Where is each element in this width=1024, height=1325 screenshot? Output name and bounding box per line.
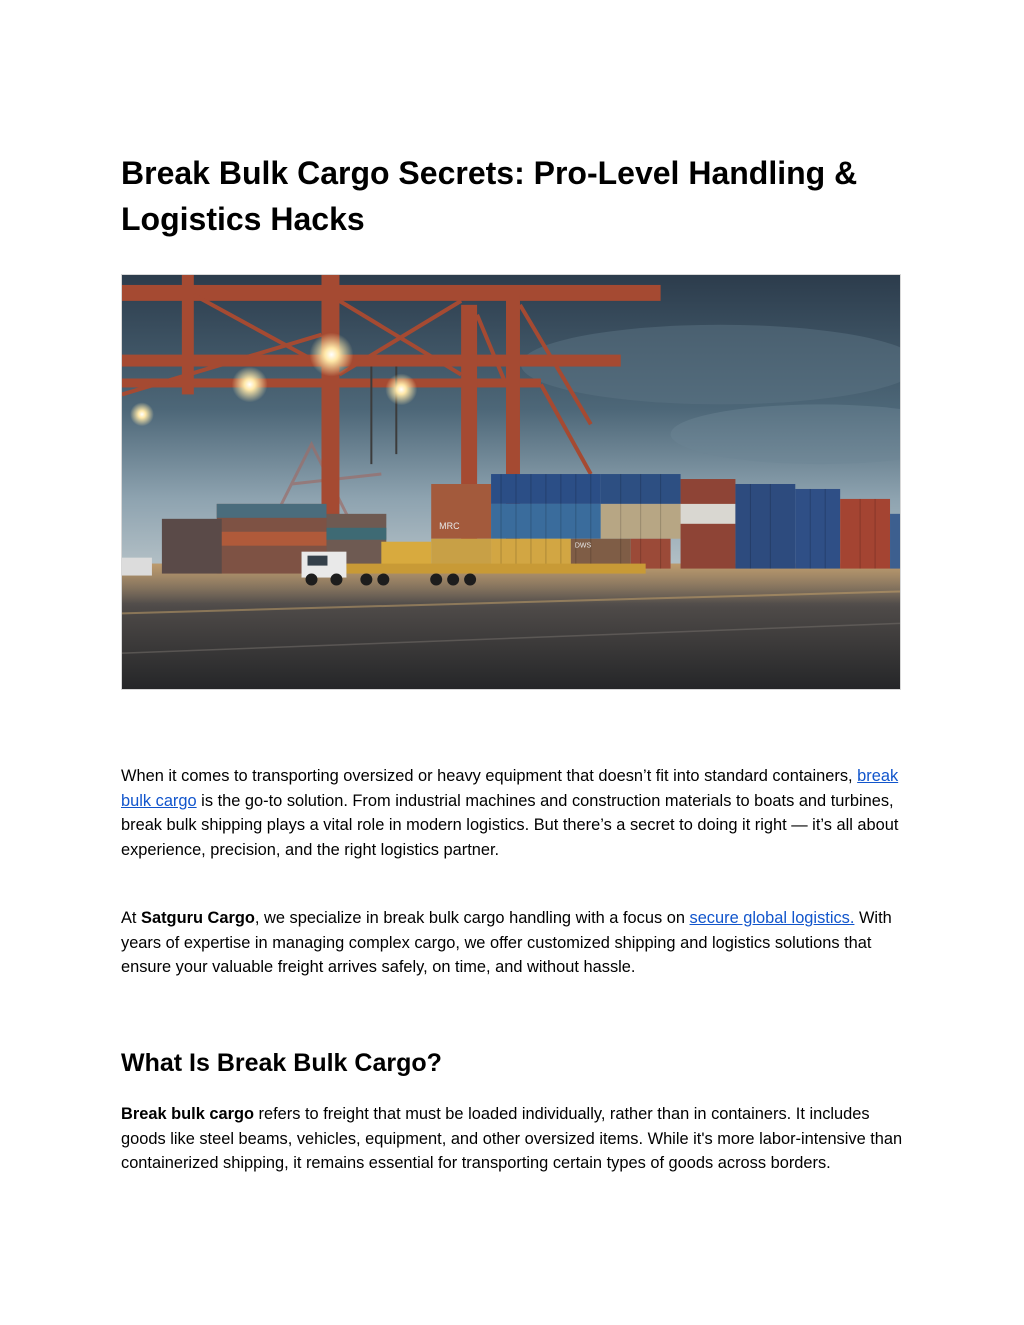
company-paragraph	[121, 906, 903, 980]
intro-text-end: is the go-to solution. From industrial machines and construction materials to boats and turbines, break bulk shipping plays a vital role in modern logistics. But there’s a secret to doing it right — it’s all about experience, precision, and the right logistics partner.	[121, 791, 899, 859]
intro-paragraph	[121, 764, 903, 862]
company-text-end: With years of expertise in managing complex cargo, we offer customized shipping and logistics solutions that ensure your valuable freight arrives safely, on time, and without hassle.	[121, 909, 892, 977]
company-text-middle: , we specialize in break bulk cargo handling with a focus on	[254, 909, 690, 927]
hero-image	[121, 274, 901, 690]
definition-paragraph	[121, 1102, 903, 1176]
section-heading: What Is Break Bulk Cargo?	[121, 1049, 442, 1077]
container-label-mrc: MRC	[439, 520, 460, 531]
company-name: Satguru Cargo	[141, 909, 255, 927]
intro-text-start: When it comes to transporting oversized or heavy equipment that doesn’t fit into standard containers,	[121, 767, 858, 785]
definition-text: refers to freight that must be loaded individually, rather than in containers. It includes goods like steel beams, vehicles, equipment, and other oversized items. While it's more labor-intensive than containerized shipping, it remains essential for transporting certain types of goods across borders.	[121, 1105, 903, 1173]
container-label-dws: DWS	[574, 542, 592, 550]
port-containers-photo-icon	[122, 275, 900, 689]
definition-term: Break bulk cargo	[121, 1105, 254, 1123]
page-title: Break Bulk Cargo Secrets: Pro-Level Handling & Logistics Hacks	[121, 155, 858, 237]
company-prefix: At	[121, 909, 142, 927]
break-bulk-cargo-link[interactable]: break bulk cargo	[121, 767, 899, 810]
secure-global-logistics-link[interactable]: secure global logistics.	[689, 909, 855, 927]
